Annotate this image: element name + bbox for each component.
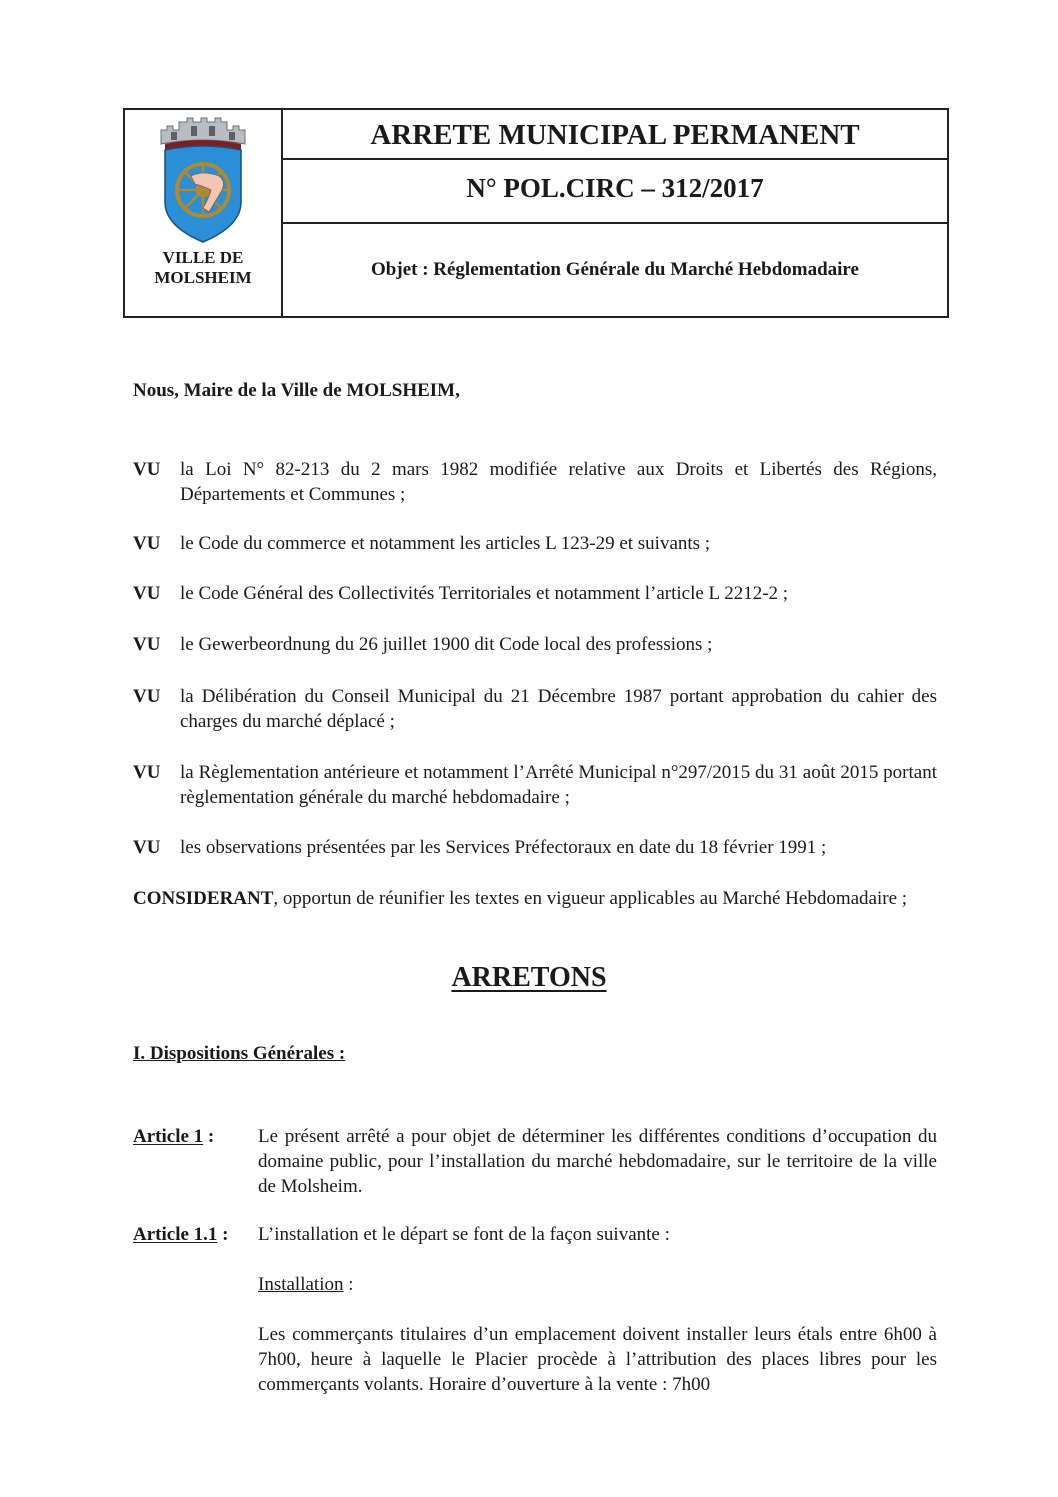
- article-text: Le présent arrêté a pour objet de déterminer les différentes conditions d’occupation du domaine public, pour l’installation du marché hebdomadaire, sur le territoire de la ville de Molsheim.: [258, 1126, 937, 1197]
- section-heading: I. Dispositions Générales :: [133, 1043, 346, 1064]
- vu-item: [133, 457, 937, 507]
- considerant-text: , opportun de réunifier les textes en vigueur applicables au Marché Hebdomadaire ;: [273, 888, 908, 909]
- considerant-label: CONSIDERANT: [133, 888, 274, 909]
- molsheim-coat-of-arms-icon: [157, 116, 249, 244]
- article-colon: :: [217, 1224, 229, 1245]
- city-name-line2: MOLSHEIM: [154, 268, 252, 287]
- article-subheading: [258, 1272, 937, 1297]
- vu-label: VU: [133, 459, 161, 480]
- vu-text: la Loi N° 82-213 du 2 mars 1982 modifiée relative aux Droits et Libertés des Régions, Départements et Communes ;: [180, 459, 937, 505]
- vu-label: VU: [133, 634, 161, 655]
- document-number: N° POL.CIRC – 312/2017: [283, 158, 947, 224]
- vu-text: les observations présentées par les Services Préfectoraux en date du 18 février 1991 ;: [180, 837, 827, 858]
- vu-text: le Code Général des Collectivités Territoriales et notamment l’article L 2212-2 ;: [180, 583, 789, 604]
- article-paragraph: Les commerçants titulaires d’un emplacement doivent installer leurs étals entre 6h00 à 7h00, heure à laquelle le Placier procède à l’attribution des places libres pour les commerçants volants. Horaire d’ouverture à la vente : 7h00: [258, 1324, 937, 1395]
- article-text: L’installation et le départ se font de la façon suivante :: [258, 1224, 670, 1245]
- article-number: Article 1.1: [133, 1224, 218, 1245]
- vu-item: [133, 632, 937, 657]
- vu-item: [133, 684, 937, 734]
- vu-text: la Règlementation antérieure et notamment l’Arrêté Municipal n°297/2015 du 31 août 2015 portant règlementation générale du marché hebdomadaire ;: [180, 762, 937, 808]
- document-header: [123, 108, 949, 318]
- vu-text: la Délibération du Conseil Municipal du 21 Décembre 1987 portant approbation du cahier des charges du marché déplacé ;: [180, 686, 937, 732]
- vu-label: VU: [133, 762, 161, 783]
- vu-label: VU: [133, 837, 161, 858]
- article-number: Article 1: [133, 1126, 204, 1147]
- subheading-label: Installation: [258, 1274, 344, 1295]
- vu-item: [133, 760, 937, 810]
- vu-item: [133, 835, 937, 860]
- subheading-colon: :: [343, 1274, 354, 1295]
- article-label: [133, 1222, 228, 1247]
- intro-line: Nous, Maire de la Ville de MOLSHEIM,: [133, 380, 460, 401]
- article-colon: :: [203, 1126, 215, 1147]
- article-label: [133, 1124, 214, 1149]
- vu-item: [133, 581, 937, 606]
- city-name: [125, 248, 281, 288]
- vu-label: VU: [133, 686, 161, 707]
- considerant-paragraph: [133, 886, 937, 911]
- vu-text: le Gewerbeordnung du 26 juillet 1900 dit Code local des professions ;: [180, 634, 713, 655]
- logo-cell: [125, 110, 283, 316]
- vu-label: VU: [133, 533, 161, 554]
- vu-text: le Code du commerce et notamment les articles L 123-29 et suivants ;: [180, 533, 711, 554]
- vu-item: [133, 531, 937, 556]
- arretons-heading: ARRETONS: [451, 962, 607, 993]
- vu-label: VU: [133, 583, 161, 604]
- article-1-1: [133, 1222, 937, 1397]
- city-name-line1: VILLE DE: [162, 248, 244, 267]
- document-object: Objet : Réglementation Générale du Marché Hebdomadaire: [371, 259, 859, 280]
- article-1: [133, 1124, 937, 1199]
- document-title: ARRETE MUNICIPAL PERMANENT: [283, 110, 947, 160]
